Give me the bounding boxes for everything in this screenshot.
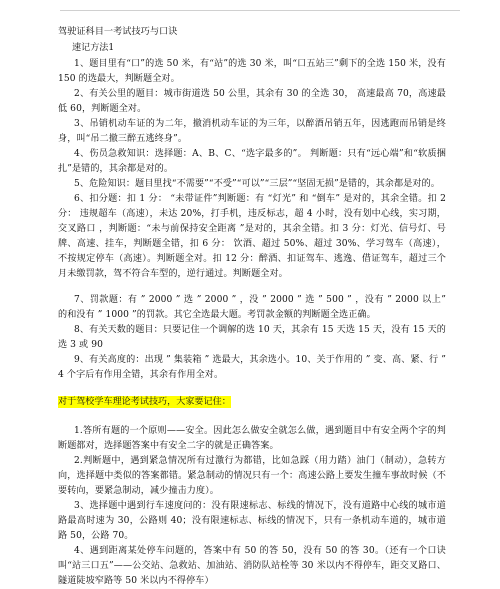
tip-2: 2.判断题中，遇到紧急情况所有过激行为都错，比如急踩（用力踏）油门（制动），急转方向，选择题中类似的答案都错。紧急制动的情况只有一个：高速公路上要发生撞车事故时候（不要转向，要紧急制动，减少撞击力度）。 xyxy=(58,456,446,496)
section-gap xyxy=(58,282,446,293)
paragraph-9: 9、有关高度的：出现 ” 集装箱 ” 选最大，其余选小。10、关于作用的 ” 变、高、紧、行 ” 4 个字后有作用全错，其余有作用全对。 xyxy=(58,355,446,380)
top-divider xyxy=(60,10,460,11)
document-title: 驾驶证科目一考试技巧与口诀 xyxy=(58,26,178,37)
paragraph-6: 6、扣分题：扣 1 分： “未带证件”判断题：有 “灯光” 和 “倒车” 是对的，其余全错。扣 2 分： 违规超车（高速），未达 20%，打手机，违反标志，超 4 小时，没有划中心线，实习期，交叉路口 ，判断题：“未与前保持安全距离 ”是对的，其余全错。扣 3 分：灯光、信号灯、号牌、高速、挂车，判断题全错，扣 6 分： 饮酒、超过 50%、超过 30%、学习驾车（高速），不按规定停车（高速）。判断题全对。扣 12 分：醉酒、扣证驾车、逃逸、借证驾车，超过三个月未缴罚款，驾不符合车型的，逆行通过。判断题全对。 xyxy=(58,194,446,279)
paragraph-7: 7、罚款题：有 ” 2000 ” 选 ” 2000 ” ，没 ” 2000 ” 选 ” 500 ” ，没有 ” 2000 以上” 的和没有 ” 1000 ”的罚款。其它全选最大题。考罚款金额的判断题全选正确。 xyxy=(58,295,446,320)
paragraph-5: 5、危险知识：题目里找“不需要”“不受”“可以”“三层”“坚固无损”是错的，其余都是对的。 xyxy=(74,179,440,189)
tip-4: 4、遇到距离某处停车问题的，答案中有 50 的答 50，没有 50 的答 30。（还有一个口诀叫“站三口五”——公交站、急救站、加油站、消防队站栓等 30 米以内不得停车，距交叉路口、隧道陡坡窄路等 50 米以内不得停车） xyxy=(58,546,446,586)
document-subtitle: 速记方法1 xyxy=(72,43,115,53)
document-body xyxy=(58,24,446,589)
paragraph-1: 1、题目里有“口”的选 50 米，有“站”的选 30 米，叫“口五站三”剩下的全选 150 米，没有 150 的选最大，判断题全对。 xyxy=(58,59,446,84)
paragraph-2: 2、有关公里的题目：城市街道选 50 公里，其余有 30 的全选 30， 高速最高 70，高速最低 60，判断题全对。 xyxy=(58,89,446,114)
tip-1: 1.答所有题的一个原则——安全。因此怎么做安全就怎么做，遇到题目中有安全两个字的判断题都对，选择题答案中有安全二字的就是正确答案。 xyxy=(58,426,446,451)
highlighted-heading: 对于驾校学车理论考试技巧，大家要记住： xyxy=(58,397,231,407)
highlight-block xyxy=(58,395,446,410)
paragraph-8: 8、有关天数的题目：只要记住一个调解的选 10 天，其余有 15 天选 15 天，没有 15 天的选 3 或 90 xyxy=(58,325,446,350)
paragraph-3: 3、吊销机动车证的为二年，撤消机动车证的为三年，以醉酒吊销五年，因逃跑而吊销是终身，叫“吊二撤三醉五逃终身”。 xyxy=(58,119,446,144)
tip-3: 3、选择题中遇到行车速度问的：没有限速标志、标线的情况下，没有道路中心线的城市道路最高时速为 30，公路则 40；没有限速标志、标线的情况下，只有一条机动车道的，城市道路 50，公路 70。 xyxy=(58,501,446,541)
paragraph-4: 4、伤员急救知识：选择题：A、B、C、“选字最多的”。 判断题：只有“远心端”和“软质捆扎”是错的，其余都是对的。 xyxy=(58,149,446,174)
